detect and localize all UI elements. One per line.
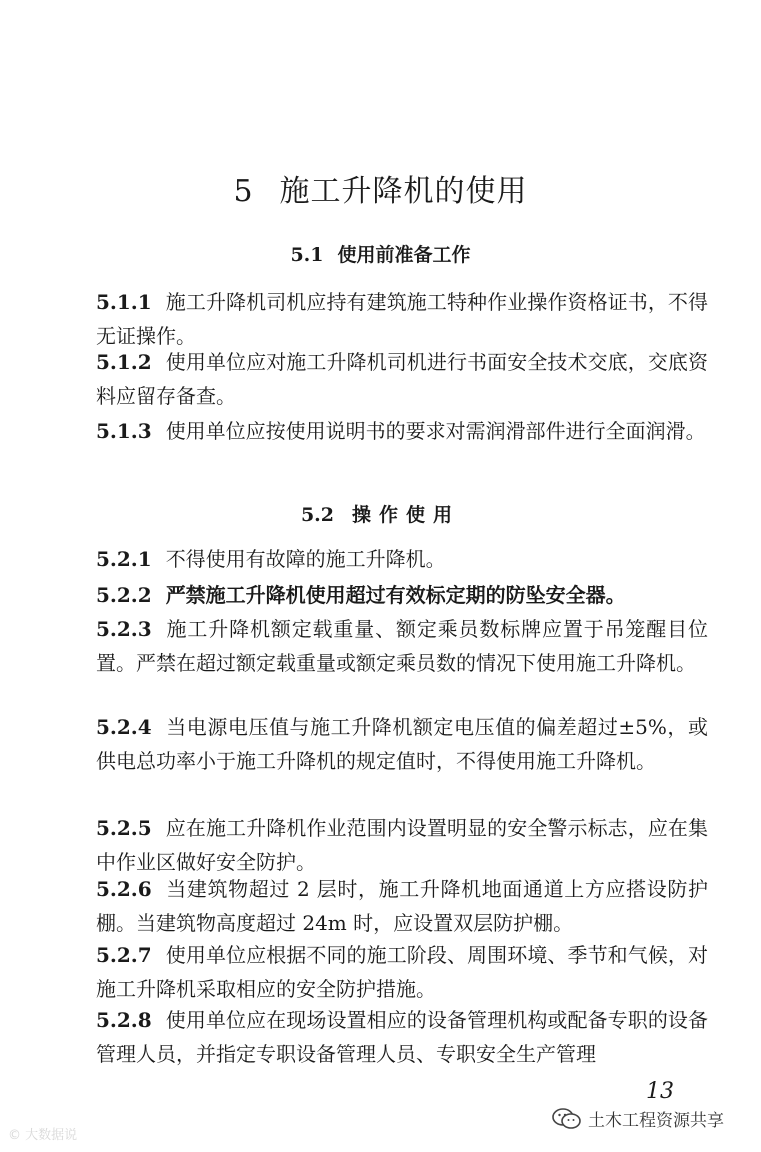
clause-number: 5.2.6 [96,877,152,901]
clause-number: 5.1.3 [96,419,152,443]
clause-number: 5.2.3 [96,617,152,641]
wechat-icon [552,1107,582,1131]
clause-text: 施工升降机司机应持有建筑施工特种作业操作资格证书，不得无证操作。 [96,290,708,348]
clause-text: 使用单位应根据不同的施工阶段、周围环境、季节和气候，对施工升降机采取相应的安全防护措施。 [96,943,708,1001]
clause-5-2-8 [96,1003,708,1071]
section-title-5-2 [0,500,761,527]
section-number: 5.1 [290,244,324,266]
page-number: 13 [646,1079,674,1104]
watermark-right-text: 土木工程资源共享 [588,1111,724,1131]
clause-5-2-2 [96,578,708,612]
clause-5-2-1 [96,542,708,576]
clause-number: 5.1.2 [96,350,152,374]
clause-5-1-2 [96,345,708,413]
clause-text: 严禁施工升降机使用超过有效标定期的防坠安全器。 [165,583,626,607]
clause-text: 使用单位应在现场设置相应的设备管理机构或配备专职的设备管理人员，并指定专职设备管理人员、专职安全生产管理 [96,1008,708,1066]
chapter-number: 5 [233,174,254,209]
clause-number: 5.2.2 [96,583,152,607]
section-title-5-1 [0,240,761,267]
clause-5-2-6 [96,872,708,940]
clause-text: 当建筑物超过 2 层时，施工升降机地面通道上方应搭设防护棚。当建筑物高度超过 24m 时，应设置双层防护棚。 [96,877,708,935]
clause-5-1-1 [96,285,708,353]
clause-number: 5.2.7 [96,943,152,967]
clause-5-2-5 [96,811,708,879]
clause-5-2-3 [96,612,708,680]
clause-number: 5.2.8 [96,1008,152,1032]
clause-5-2-7 [96,938,708,1006]
clause-number: 5.2.1 [96,547,152,571]
clause-5-1-3 [96,414,708,448]
section-number: 5.2 [300,504,335,526]
clause-text: 当电源电压值与施工升降机额定电压值的偏差超过±5%，或供电总功率小于施工升降机的规定值时，不得使用施工升降机。 [96,715,708,773]
section-title-text: 使用前准备工作 [337,244,471,266]
clause-number: 5.2.5 [96,816,152,840]
chapter-title-text: 施工升降机的使用 [279,174,528,209]
clause-number: 5.2.4 [96,715,152,739]
clause-5-2-4 [96,710,708,778]
clause-text: 应在施工升降机作业范围内设置明显的安全警示标志，应在集中作业区做好安全防护。 [96,816,708,874]
chapter-title [0,166,761,210]
clause-number: 5.1.1 [96,290,152,314]
section-title-text: 操作使用 [352,504,461,526]
clause-text: 使用单位应对施工升降机司机进行书面安全技术交底，交底资料应留存备查。 [96,350,708,408]
clause-text: 不得使用有故障的施工升降机。 [165,547,446,571]
clause-text: 施工升降机额定载重量、额定乘员数标牌应置于吊笼醒目位置。严禁在超过额定载重量或额定乘员数的情况下使用施工升降机。 [96,617,708,675]
watermark-right [552,1106,724,1131]
watermark-left: © 大数据说 [8,1128,78,1143]
clause-text: 使用单位应按使用说明书的要求对需润滑部件进行全面润滑。 [165,419,706,443]
